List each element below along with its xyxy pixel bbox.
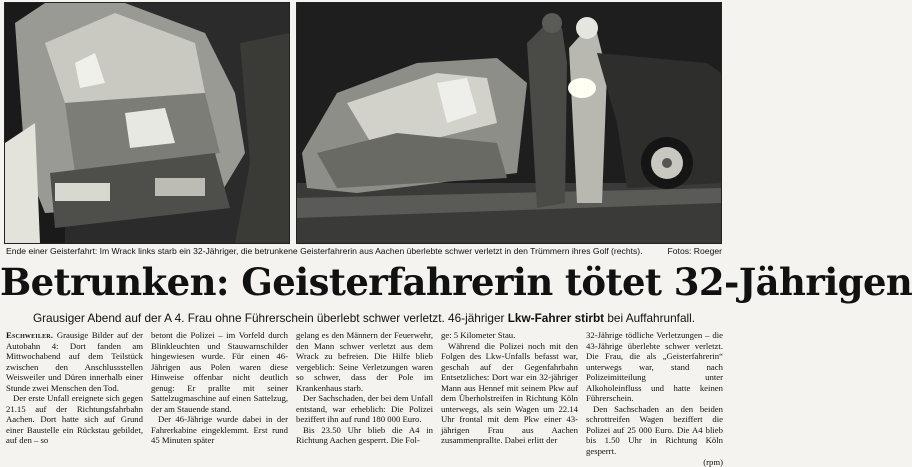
caption-text: Ende einer Geisterfahrt: Im Wrack links starb ein 32-Jähriger, die betrunkene Geisterfahrerin aus Aachen überlebte schwer verletzt in den Trümmern ihres Golf (rechts). <box>6 246 643 256</box>
subhead-part1: Grausiger Abend auf der A 4. Frau ohne Führerschein überlebt schwer verletzt. 46-jähriger <box>32 311 508 325</box>
author-signature: (rpm) <box>703 456 723 467</box>
paragraph: betont die Polizei – im Vorfeld durch Blinkleuchten und Stauwarnschilder hingewiesen wurde. Für einen 46-Jährigen aus Polen waren diese Hinweise offenbar nicht deutlich genug: Er prallte mit seiner Sattelzugmaschine auf einen Sattelzug, der am Stauende stand. <box>151 330 288 414</box>
article-column-4 <box>441 330 578 454</box>
paragraph: Den Sachschaden an den beiden schrottreifen Wagen beziffert die Polizei auf 25 000 Euro. Die A4 blieb bis 1.50 Uhr in Richtung Köln gesperrt. <box>586 403 723 457</box>
article-body <box>6 330 723 467</box>
photo-left-car-wreck <box>4 2 290 244</box>
paragraph: 32-Jährige tödliche Verletzungen – die 43-Jährige überlebte schwer verletzt. Die Frau, die als „Geisterfahrerin“ unterwegs war, stand nach Polizeimitteilung unter Alkoholeinfluss und hatte keinen Führerschein. <box>586 330 723 404</box>
dateline: Eschweiler. <box>6 330 54 340</box>
paragraph: ge: 5 Kilometer Stau. <box>441 330 516 340</box>
paragraph <box>6 330 143 393</box>
paragraph: Der 46-Jährige wurde dabei in der Fahrerkabine eingeklemmt. Erst rund 45 Minuten später <box>151 414 288 446</box>
photo-credit: Fotos: Roeger <box>667 246 722 256</box>
paragraph: gelang es den Männern der Feuerwehr, den Mann schwer verletzt aus dem Wrack zu befreien. Die Hilfe blieb vergeblich: Seine Verletzungen waren so schwer, dass der Pole im Krankenhaus starb. <box>296 330 433 393</box>
photo-caption <box>6 246 722 257</box>
golf-wreck-image <box>297 3 721 243</box>
paragraph-text: Grausige Bilder auf der Autobahn 4: Dort fanden am Mittwochabend auf dem Teilstück zwischen den Anschlussstellen Weisweiler und Düren innerhalb einer Stunde zwei Menschen den Tod. <box>6 330 143 393</box>
subhead-bold: Lkw-Fahrer stirbt <box>507 311 605 325</box>
paragraph: Der Sachschaden, der bei dem Unfall entstand, war erheblich: Die Polizei beziffert ihn auf rund 180 000 Euro. <box>296 393 433 425</box>
article-subhead <box>0 310 728 326</box>
article-headline: Betrunken: Geisterfahrerin tötet 32-Jährigen <box>0 260 912 304</box>
paragraph: Der erste Unfall ereignete sich gegen 21.15 auf der Richtungsfahrbahn Aachen. Dort hatte sich auf Grund einer Baustelle ein Rückstau gebildet, auf den – so <box>6 393 143 446</box>
paragraph: Bis 23.50 Uhr blieb die A4 in Richtung Aachen gesperrt. Die Fol- <box>296 424 433 446</box>
car-wreck-image <box>5 3 289 243</box>
photo-right-golf-wreck <box>296 2 722 244</box>
article-column-3 <box>296 330 433 454</box>
article-column-5 <box>586 330 723 467</box>
article-column-2 <box>151 330 288 454</box>
subhead-part2: bei Auffahrunfall. <box>604 311 696 325</box>
paragraph: Während die Polizei noch mit den Folgen des Lkw-Unfalls befasst war, geschah auf der Gegenfahrbahn Entsetzliches: Dort war ein 32-jähriger Mann aus Hennef mit seinem Pkw auf dem Überholstreifen in Richtung Köln unterwegs, als sein Wagen um 22.14 Uhr frontal mit dem Pkw einer 43-jährigen Frau aus Aachen zusammenprallte. Dabei erlitt der <box>441 340 578 446</box>
article-column-1 <box>6 330 143 454</box>
